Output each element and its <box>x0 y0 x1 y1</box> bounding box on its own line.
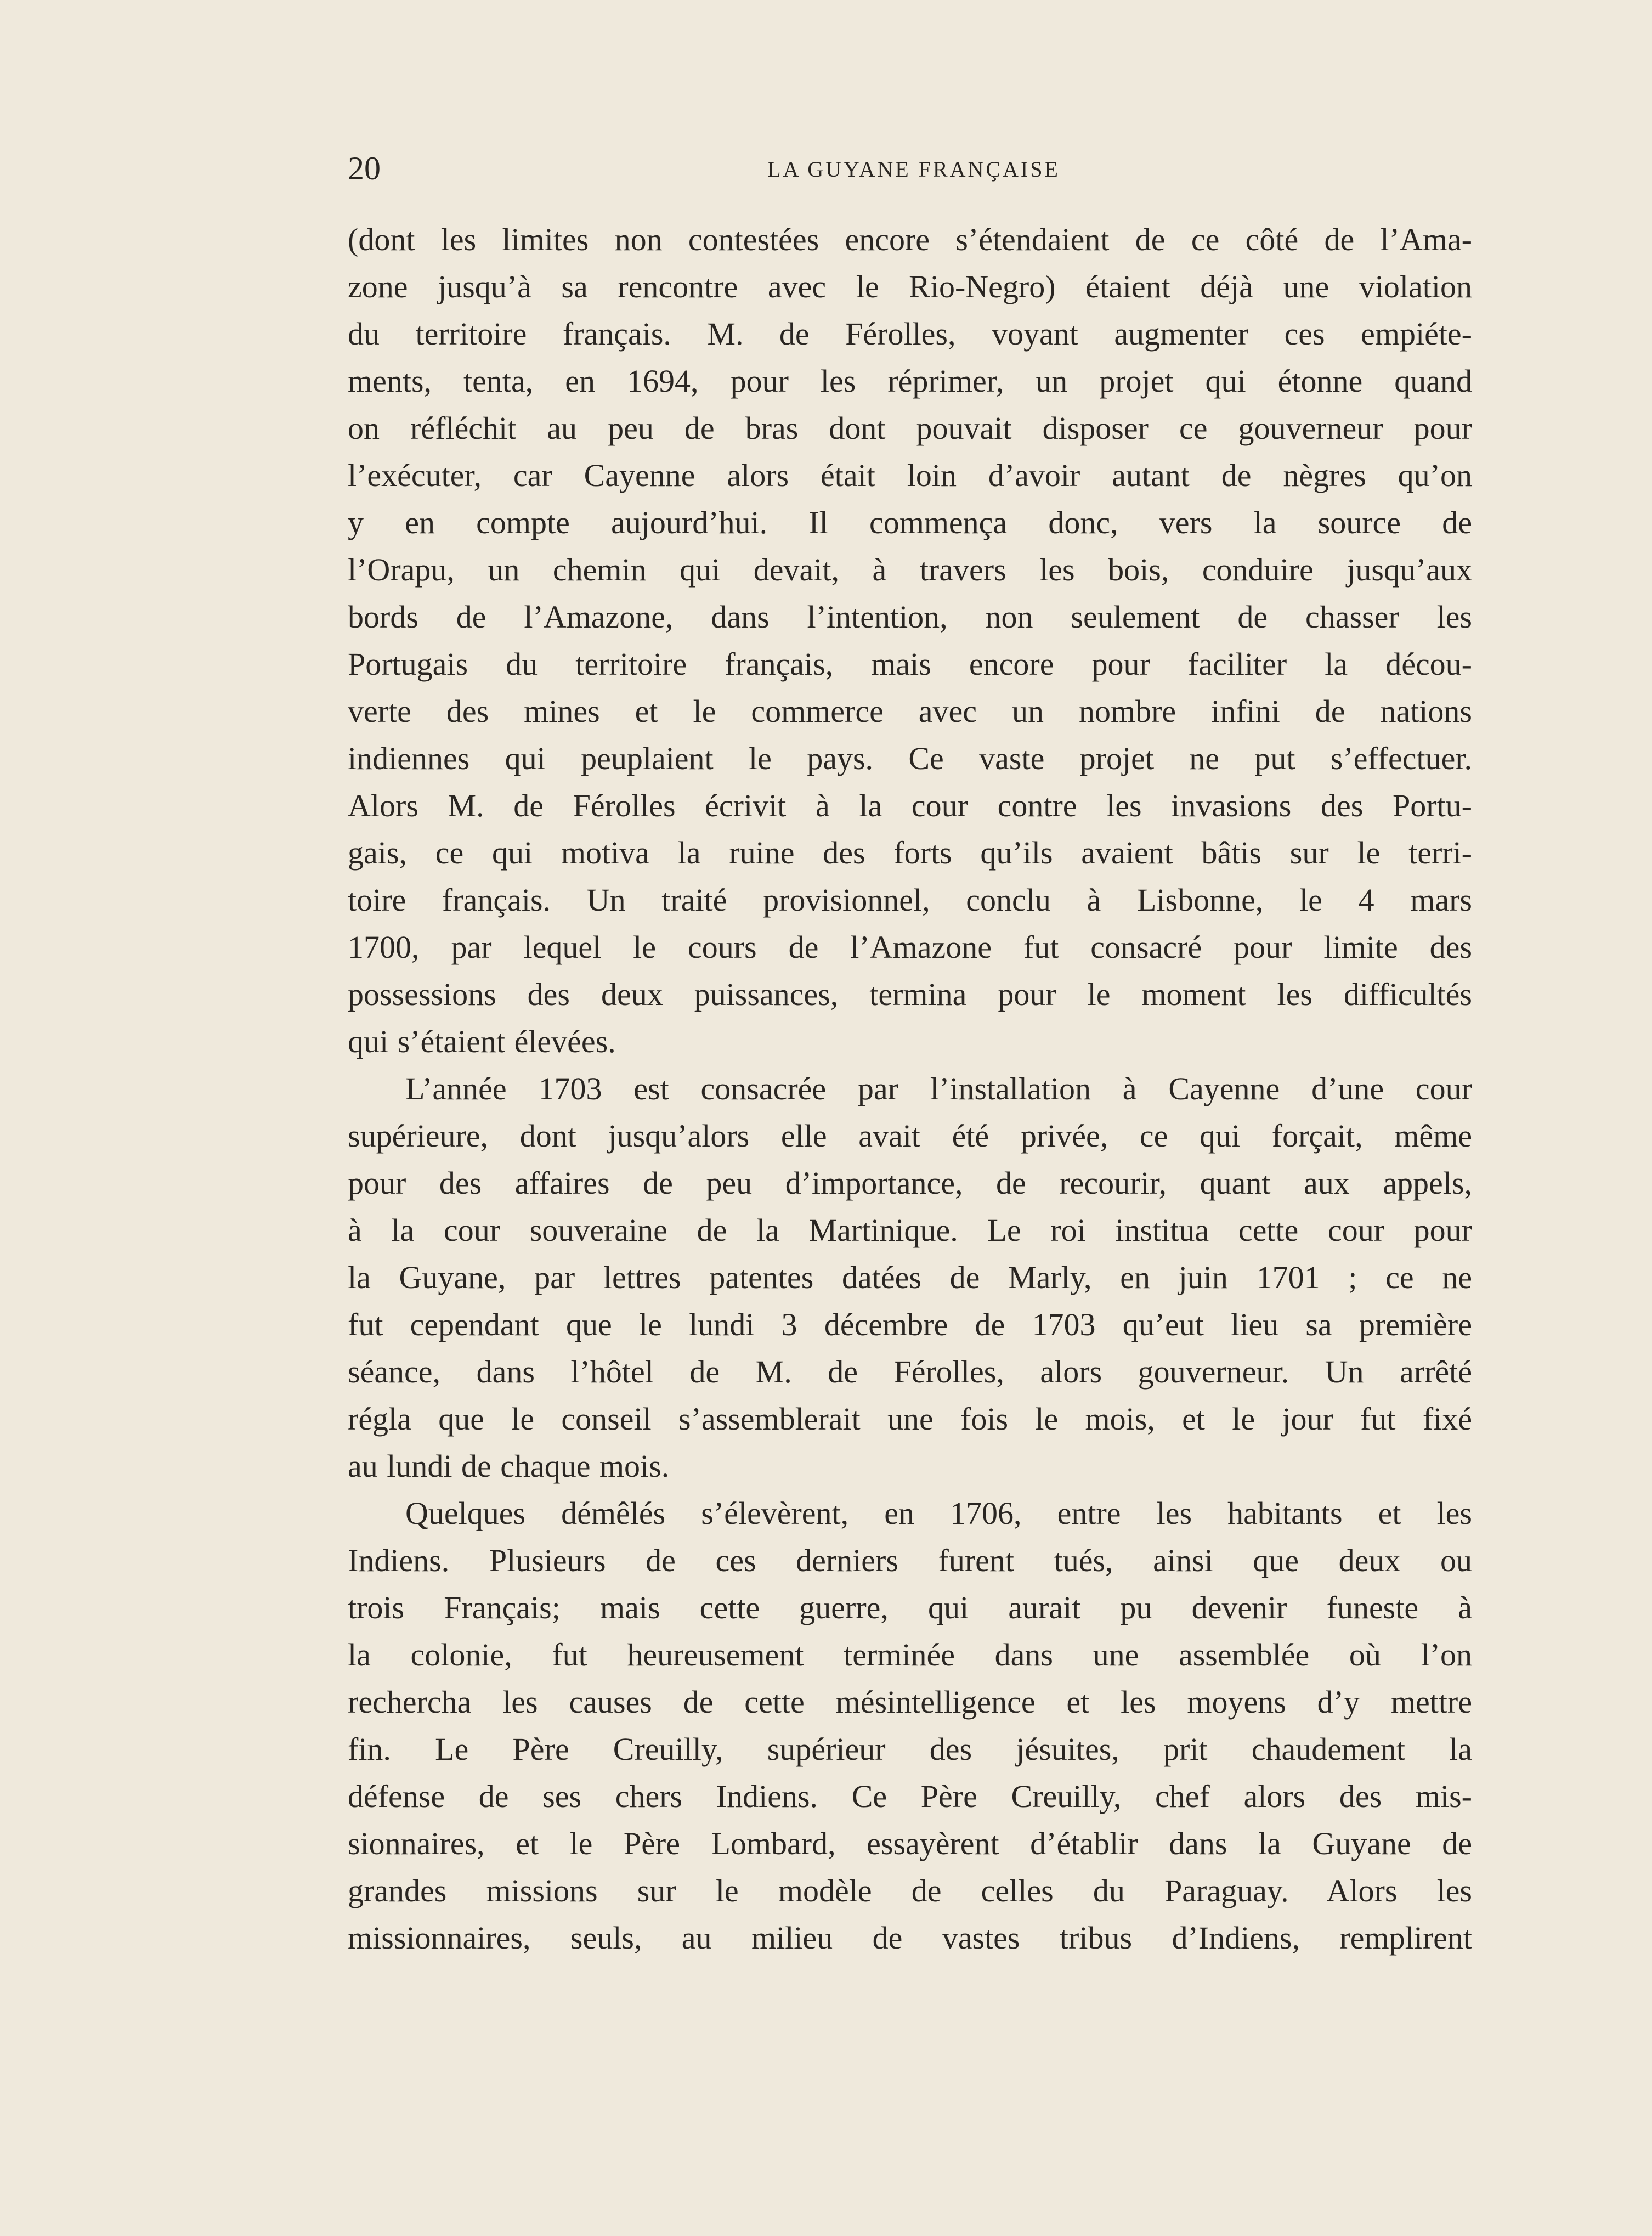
text-line: l’Orapu, un chemin qui devait, à travers les bois, conduire jusqu’aux <box>348 552 1472 588</box>
text-line: Quelques démêlés s’élevèrent, en 1706, entre les habitants et les <box>405 1495 1472 1531</box>
text-line: sionnaires, et le Père Lombard, essayèrent d’établir dans la Guyane de <box>348 1826 1472 1861</box>
text-line: supérieure, dont jusqu’alors elle avait été privée, ce qui forçait, même <box>348 1118 1472 1154</box>
text-line: missionnaires, seuls, au milieu de vastes tribus d’Indiens, remplirent <box>348 1920 1472 1956</box>
text-line: qui s’étaient élevées. <box>348 1024 616 1059</box>
text-line: 1700, par lequel le cours de l’Amazone fut consacré pour limite des <box>348 929 1472 965</box>
text-line: verte des mines et le commerce avec un nombre infini de nations <box>348 693 1472 729</box>
text-line: gais, ce qui motiva la ruine des forts qu’ils avaient bâtis sur le terri- <box>348 835 1472 871</box>
text-line: y en compte aujourd’hui. Il commença donc, vers la source de <box>348 505 1472 540</box>
text-line: on réfléchit au peu de bras dont pouvait disposer ce gouverneur pour <box>348 410 1472 446</box>
text-line: bords de l’Amazone, dans l’intention, non seulement de chasser les <box>348 599 1472 635</box>
text-line: séance, dans l’hôtel de M. de Férolles, alors gouverneur. Un arrêté <box>348 1354 1472 1390</box>
text-line: régla que le conseil s’assemblerait une fois le mois, et le jour fut fixé <box>348 1401 1472 1437</box>
page-number: 20 <box>348 150 381 187</box>
text-line: ments, tenta, en 1694, pour les réprimer, un projet qui étonne quand <box>348 363 1472 399</box>
text-line: l’exécuter, car Cayenne alors était loin d’avoir autant de nègres qu’on <box>348 458 1472 493</box>
body-text <box>348 216 1472 1962</box>
text-line: possessions des deux puissances, termina pour le moment les difficultés <box>348 976 1472 1012</box>
text-line: toire français. Un traité provisionnel, conclu à Lisbonne, le 4 mars <box>348 882 1472 918</box>
text-line: pour des affaires de peu d’importance, de recourir, quant aux appels, <box>348 1165 1472 1201</box>
text-line: à la cour souveraine de la Martinique. Le roi institua cette cour pour <box>348 1212 1472 1248</box>
text-line: zone jusqu’à sa rencontre avec le Rio-Negro) étaient déjà une violation <box>348 269 1472 304</box>
text-line: Indiens. Plusieurs de ces derniers furent tués, ainsi que deux ou <box>348 1543 1472 1578</box>
text-line: la colonie, fut heureusement terminée dans une assemblée où l’on <box>348 1637 1472 1673</box>
text-line: trois Français; mais cette guerre, qui aurait pu devenir funeste à <box>348 1590 1472 1625</box>
text-line: L’année 1703 est consacrée par l’installation à Cayenne d’une cour <box>405 1071 1472 1106</box>
text-line: (dont les limites non contestées encore s’étendaient de ce côté de l’Ama- <box>348 222 1472 257</box>
text-line: fin. Le Père Creuilly, supérieur des jésuites, prit chaudement la <box>348 1731 1472 1767</box>
running-title: LA GUYANE FRANÇAISE <box>767 157 1060 182</box>
text-line: rechercha les causes de cette mésintelligence et les moyens d’y mettre <box>348 1684 1472 1720</box>
text-line: du territoire français. M. de Férolles, voyant augmenter ces empiéte- <box>348 316 1472 352</box>
text-line: défense de ses chers Indiens. Ce Père Creuilly, chef alors des mis- <box>348 1778 1472 1814</box>
text-line: fut cependant que le lundi 3 décembre de 1703 qu’eut lieu sa première <box>348 1307 1472 1342</box>
text-line: grandes missions sur le modèle de celles du Paraguay. Alors les <box>348 1873 1472 1908</box>
text-line: indiennes qui peuplaient le pays. Ce vaste projet ne put s’effectuer. <box>348 741 1472 776</box>
text-line: Alors M. de Férolles écrivit à la cour contre les invasions des Portu- <box>348 788 1472 823</box>
text-line: Portugais du territoire français, mais encore pour faciliter la décou- <box>348 646 1472 682</box>
text-line: la Guyane, par lettres patentes datées de Marly, en juin 1701 ; ce ne <box>348 1260 1472 1295</box>
text-line: au lundi de chaque mois. <box>348 1448 670 1484</box>
